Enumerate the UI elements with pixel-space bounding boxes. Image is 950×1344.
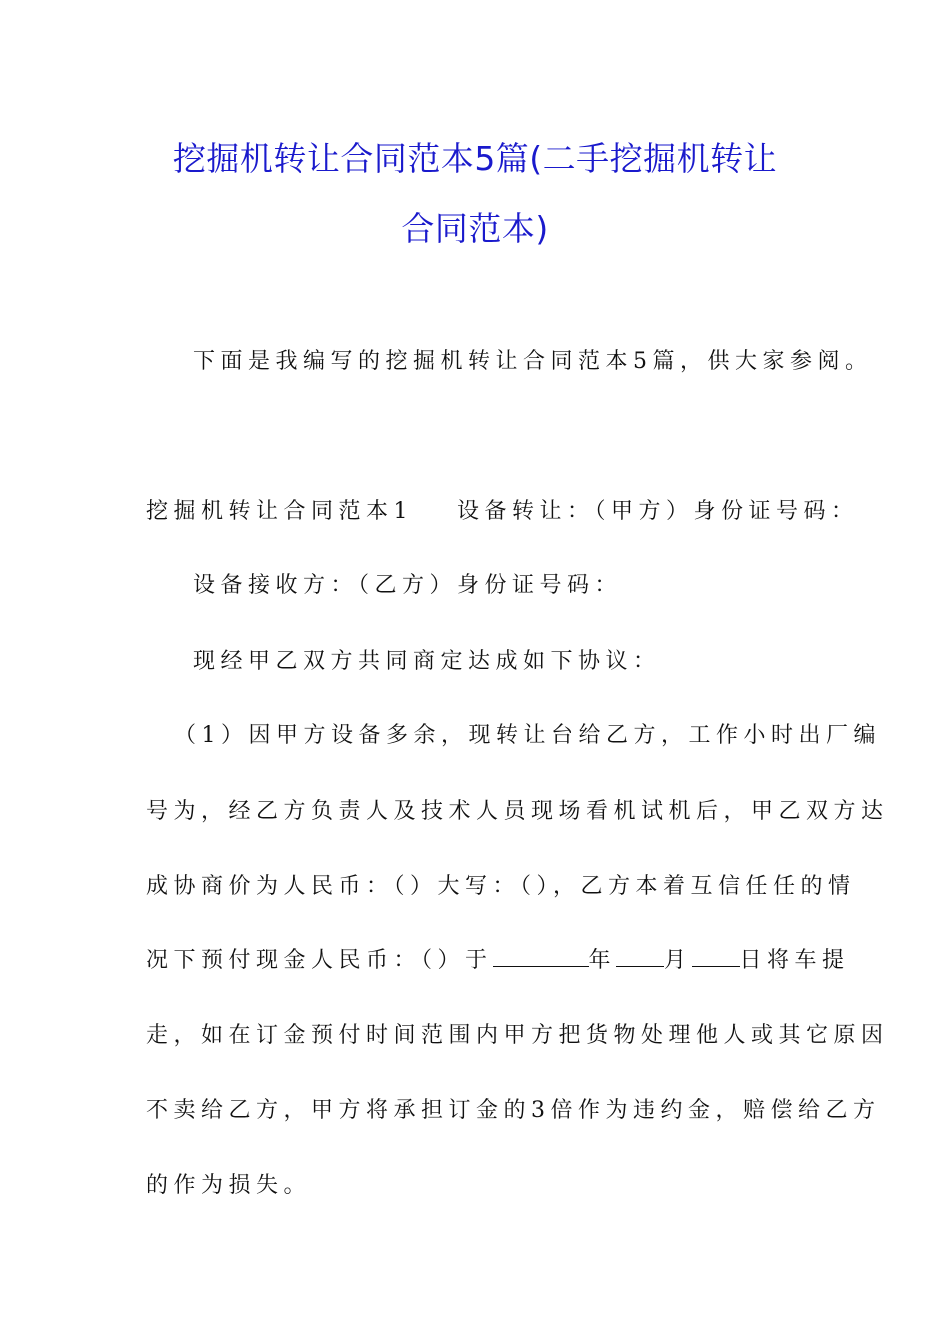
- year-label: 年: [588, 948, 617, 973]
- clause-1-line-5: 走，如在订金预付时间范围内甲方把货物处理他人或其它原因: [146, 1023, 889, 1048]
- clause-1-line-4: [146, 943, 850, 974]
- section-1-heading-line: [146, 494, 859, 525]
- transferor-field-label: 设备转让：（甲方）身份证号码：: [457, 499, 859, 524]
- month-blank: [616, 948, 664, 967]
- month-label: 月: [664, 948, 692, 973]
- clause-1-line-2: 号为，经乙方负责人及技术人员现场看机试机后，甲乙双方达: [146, 799, 889, 824]
- section-1-heading: 挖掘机转让合同范本1: [146, 499, 413, 524]
- day-blank: [692, 948, 740, 967]
- year-blank: [493, 948, 589, 967]
- clause-1-line-3: 成协商价为人民币：（）大写：（），乙方本着互信任任的情: [146, 874, 856, 899]
- clause-1-line-4-part-d: 日将车提: [739, 948, 850, 973]
- clause-1-line-1: （1）因甲方设备多余，现转让台给乙方，工作小时出厂编: [174, 723, 881, 748]
- receiver-field-label: 设备接收方：（乙方）身份证号码：: [193, 573, 623, 598]
- intro-paragraph: 下面是我编写的挖掘机转让合同范本5篇，供大家参阅。: [193, 349, 873, 374]
- clause-1-line-4-part-a: 况下预付现金人民币：（）于: [146, 948, 493, 973]
- clause-1-line-7: 的作为损失。: [146, 1173, 312, 1198]
- agreement-intro: 现经甲乙双方共同商定达成如下协议：: [193, 649, 661, 674]
- document-title-line-1: 挖掘机转让合同范本5篇(二手挖掘机转让: [172, 139, 778, 178]
- document-title-line-2: 合同范本): [401, 209, 549, 248]
- clause-1-line-6: 不卖给乙方，甲方将承担订金的3倍作为违约金，赔偿给乙方: [146, 1098, 881, 1123]
